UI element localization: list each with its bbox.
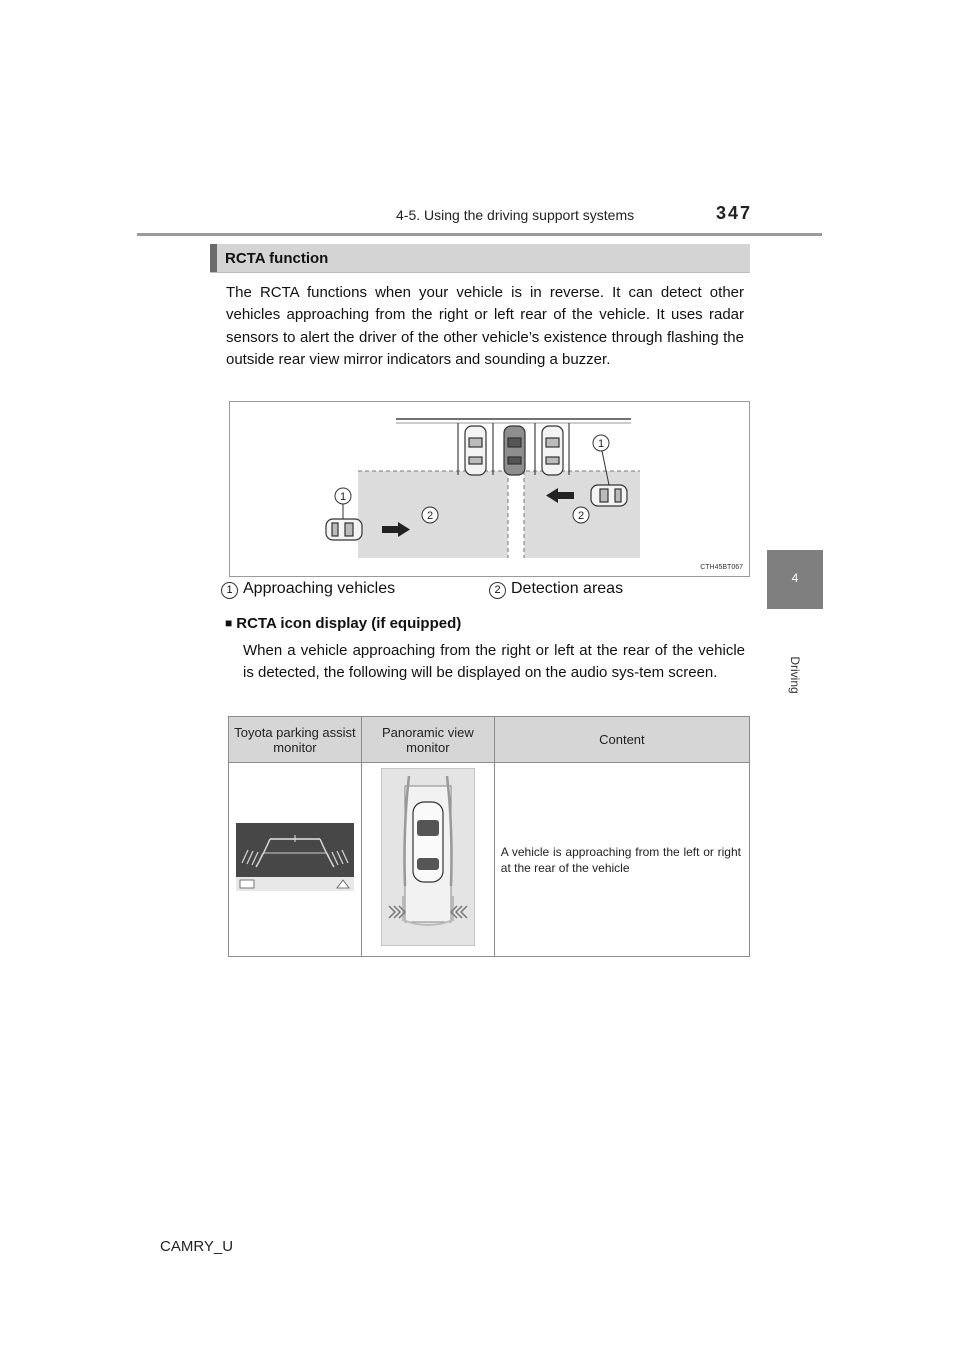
parking-assist-monitor-cell	[229, 763, 362, 957]
rcta-illustration	[229, 401, 750, 577]
camera-icon	[240, 880, 254, 888]
legend-callout-2: 2	[489, 582, 506, 599]
chapter-label-text: Driving	[788, 656, 802, 694]
rcta-icon-table	[228, 716, 750, 957]
parking-lot-diagram	[230, 402, 749, 576]
panoramic-view-monitor-screen	[381, 768, 475, 946]
approaching-vehicle-left	[326, 519, 362, 540]
top-view-car-icon	[413, 802, 443, 882]
parked-car-2	[504, 426, 525, 475]
header-divider	[137, 233, 822, 236]
chapter-label	[785, 640, 805, 710]
subsection-body: When a vehicle approaching from the right or left at the rear of the vehicle is detected, the following will be displayed on the audio sys-tem screen.	[243, 642, 745, 682]
running-header: 4-5. Using the driving support systems	[396, 207, 635, 223]
section-body: The RCTA functions when your vehicle is in reverse. It can detect other vehicles approaching from the right or left rear of the vehicle. It uses radar sensors to alert the driver of the other vehicle’s existence through flashing the outside rear view mirror indicators and sounding a buzzer.	[226, 284, 744, 368]
column-header-panoramic-view: Panoramic view monitor	[361, 717, 494, 763]
subsection-heading	[225, 615, 461, 632]
callout-1-left-label: 1	[339, 491, 347, 503]
model-code: CAMRY_U	[160, 1238, 234, 1255]
callout-1-right-label: 1	[597, 438, 605, 450]
subsection-title: RCTA icon display (if equipped)	[236, 615, 462, 632]
figure-code: CTH45BT067	[700, 564, 743, 571]
chapter-number: 4	[791, 571, 799, 585]
legend-callout-1: 1	[221, 582, 238, 599]
page-number: 347	[716, 203, 753, 223]
callout-2-right-label: 2	[577, 510, 585, 522]
table-row	[229, 763, 750, 957]
parked-car-1	[465, 426, 486, 475]
legend-label-approaching-vehicles: Approaching vehicles	[243, 580, 396, 597]
content-cell: A vehicle is approaching from the left or right at the rear of the vehicle	[494, 763, 749, 957]
table-header-row	[229, 717, 750, 763]
parked-car-3	[542, 426, 563, 475]
panoramic-view-monitor-cell	[361, 763, 494, 957]
section-title: RCTA function	[225, 250, 329, 267]
callout-2-center-label: 2	[426, 510, 434, 522]
approaching-vehicle-right	[591, 485, 627, 506]
legend-label-detection-areas: Detection areas	[511, 580, 624, 597]
square-bullet-icon: ■	[225, 616, 233, 630]
parking-assist-monitor-screen	[236, 823, 354, 891]
column-header-content: Content	[494, 717, 749, 763]
column-header-parking-assist: Toyota parking assist monitor	[229, 717, 362, 763]
section-heading-marker	[210, 244, 217, 272]
